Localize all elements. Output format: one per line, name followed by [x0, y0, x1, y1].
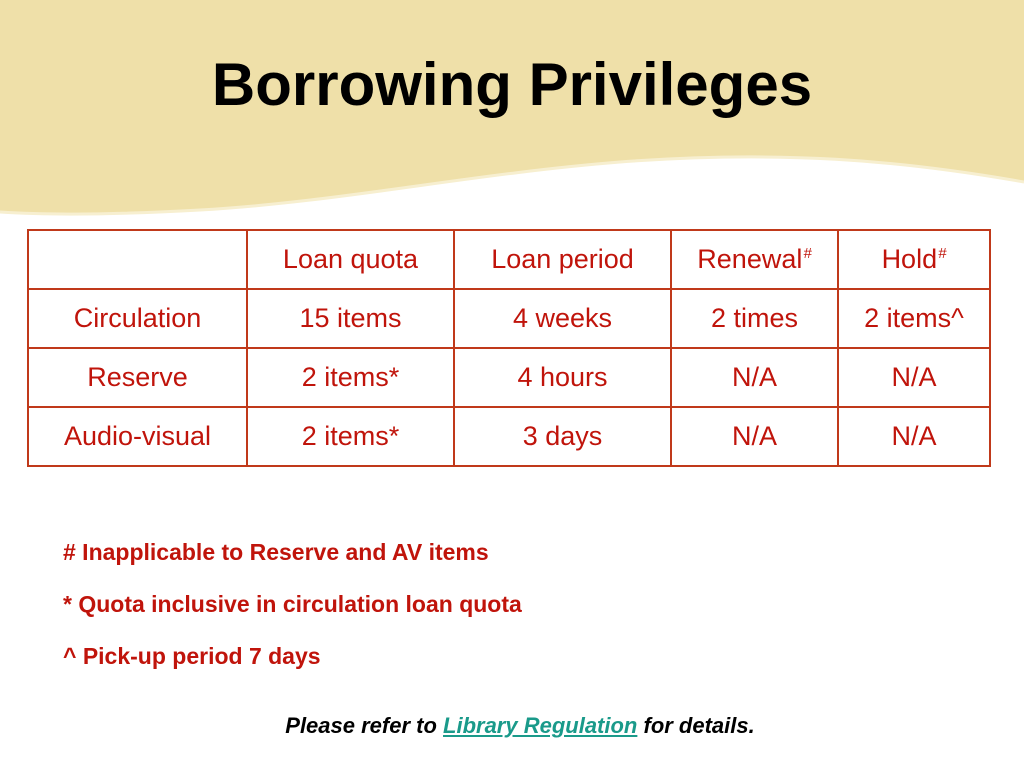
hold-cell: N/A [838, 407, 990, 466]
loan-period-cell: 3 days [454, 407, 671, 466]
footnotes [63, 535, 522, 691]
table-row [28, 289, 990, 348]
header-renewal [671, 230, 838, 289]
header-loan-quota: Loan quota [247, 230, 454, 289]
footer-prefix: Please refer to [285, 713, 444, 738]
header-hold-footnote-mark: # [938, 245, 947, 262]
borrowing-privileges-table [27, 229, 991, 467]
footnote-pickup: ^ Pick-up period 7 days [63, 643, 321, 669]
loan-period-cell: 4 hours [454, 348, 671, 407]
loan-period-cell: 4 weeks [454, 289, 671, 348]
library-regulation-link[interactable]: Library Regulation [443, 713, 638, 738]
table-row [28, 348, 990, 407]
footnote-hold-renewal: # Inapplicable to Reserve and AV items [63, 539, 489, 565]
header-renewal-label: Renewal [697, 244, 803, 274]
row-type-cell: Reserve [28, 348, 247, 407]
row-type-cell: Audio-visual [28, 407, 247, 466]
loan-quota-cell: 15 items [247, 289, 454, 348]
hold-cell: N/A [838, 348, 990, 407]
header-loan-period: Loan period [454, 230, 671, 289]
page-title: Borrowing Privileges [211, 51, 813, 118]
header-blank-cell [28, 230, 247, 289]
footer-suffix: for details. [637, 713, 755, 738]
table-header-row [28, 230, 990, 289]
hold-cell: 2 items^ [838, 289, 990, 348]
header-renewal-footnote-mark: # [803, 245, 812, 262]
table-row [28, 407, 990, 466]
renewal-cell: 2 times [671, 289, 838, 348]
header-hold-label: Hold [881, 244, 938, 274]
header-hold [838, 230, 990, 289]
loan-quota-cell: 2 items* [247, 407, 454, 466]
renewal-cell: N/A [671, 407, 838, 466]
loan-quota-cell: 2 items* [247, 348, 454, 407]
footer-note [0, 713, 1024, 739]
renewal-cell: N/A [671, 348, 838, 407]
row-type-cell: Circulation [28, 289, 247, 348]
footnote-quota: * Quota inclusive in circulation loan quota [63, 591, 522, 617]
